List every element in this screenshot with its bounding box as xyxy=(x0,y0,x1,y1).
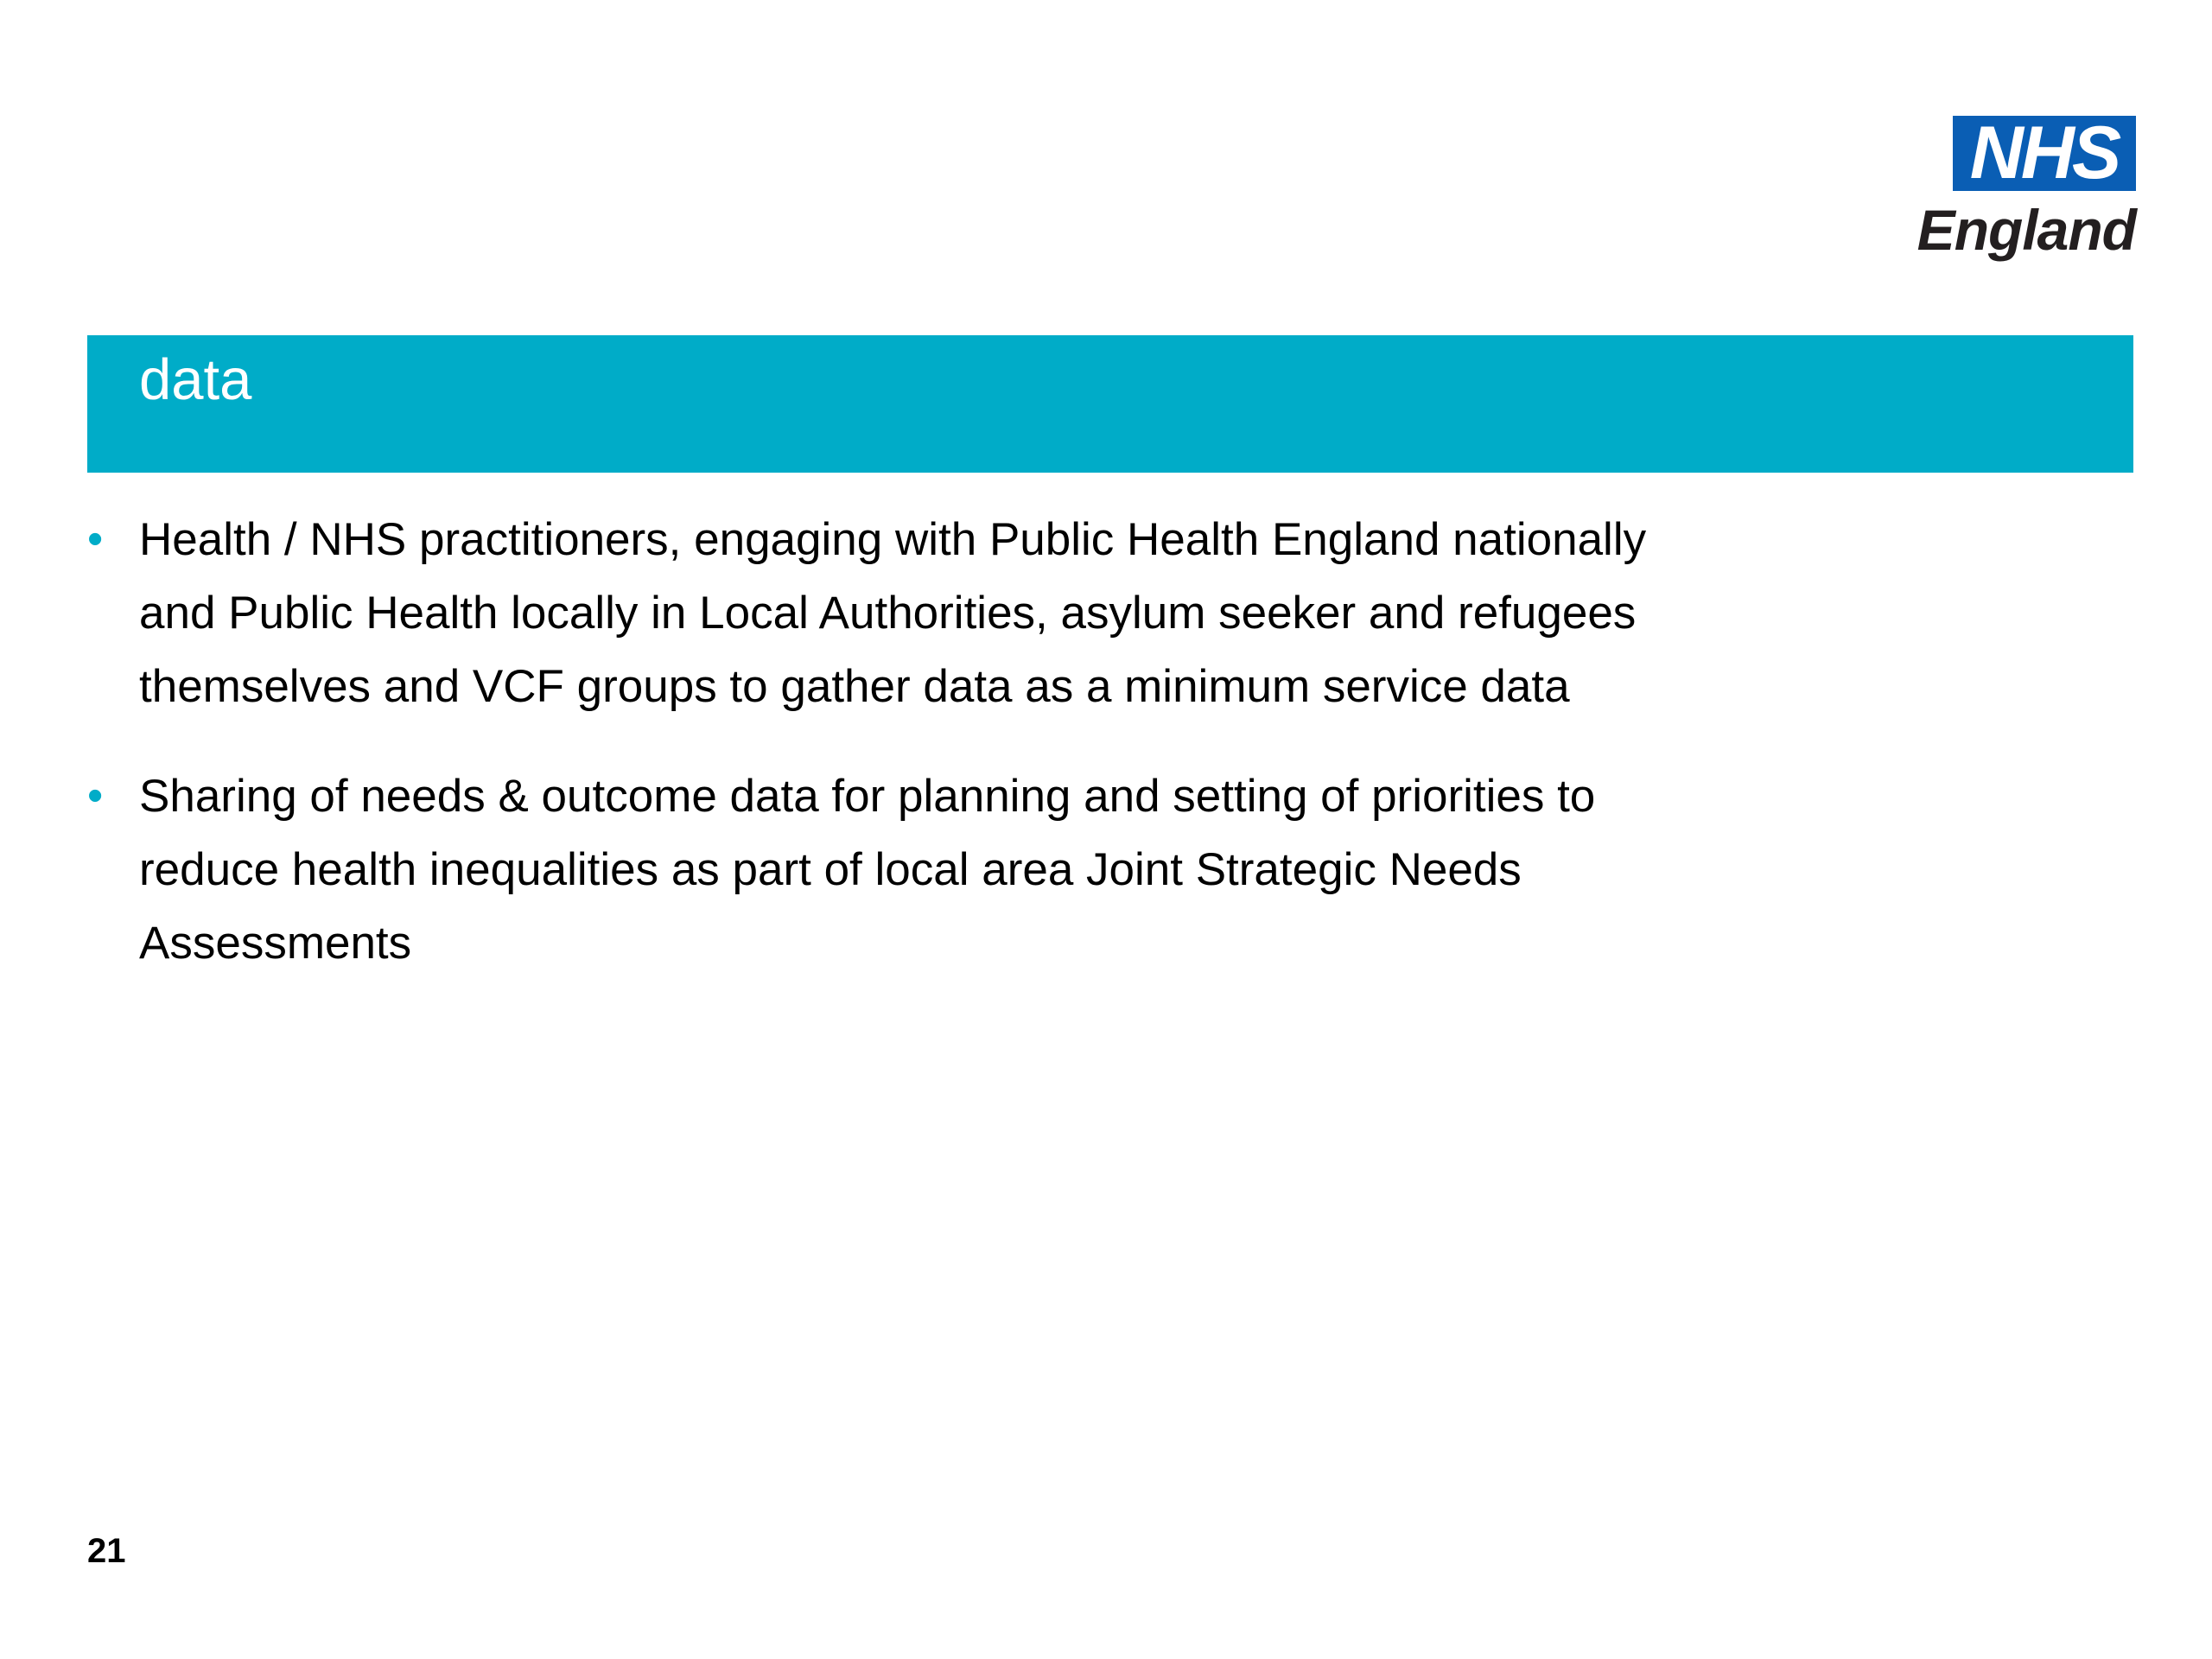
bullet-text: Health / NHS practitioners, engaging with Public Health England nationally and Public Health locally in Local Authorities, asylum seeker and refugees themselves and VCF groups to gather data as a minimum service data xyxy=(139,514,1647,712)
nhs-logo-mark: NHS xyxy=(1953,116,2136,191)
bullet-list xyxy=(87,503,1902,980)
nhs-england-logo xyxy=(1894,116,2136,271)
slide-content xyxy=(87,503,1902,1016)
page-number: 21 xyxy=(87,1532,126,1570)
bullet-item xyxy=(87,503,1902,723)
nhs-logo-subtitle: England xyxy=(1916,198,2136,262)
bullet-item xyxy=(87,760,1902,980)
bullet-marker: • xyxy=(87,514,104,564)
bullet-text: Sharing of needs & outcome data for planning and setting of priorities to reduce health inequalities as part of local area Joint Strategic Needs Assessments xyxy=(139,771,1596,969)
slide-title: data xyxy=(139,347,252,412)
title-band xyxy=(87,335,2133,473)
bullet-marker: • xyxy=(87,771,104,821)
